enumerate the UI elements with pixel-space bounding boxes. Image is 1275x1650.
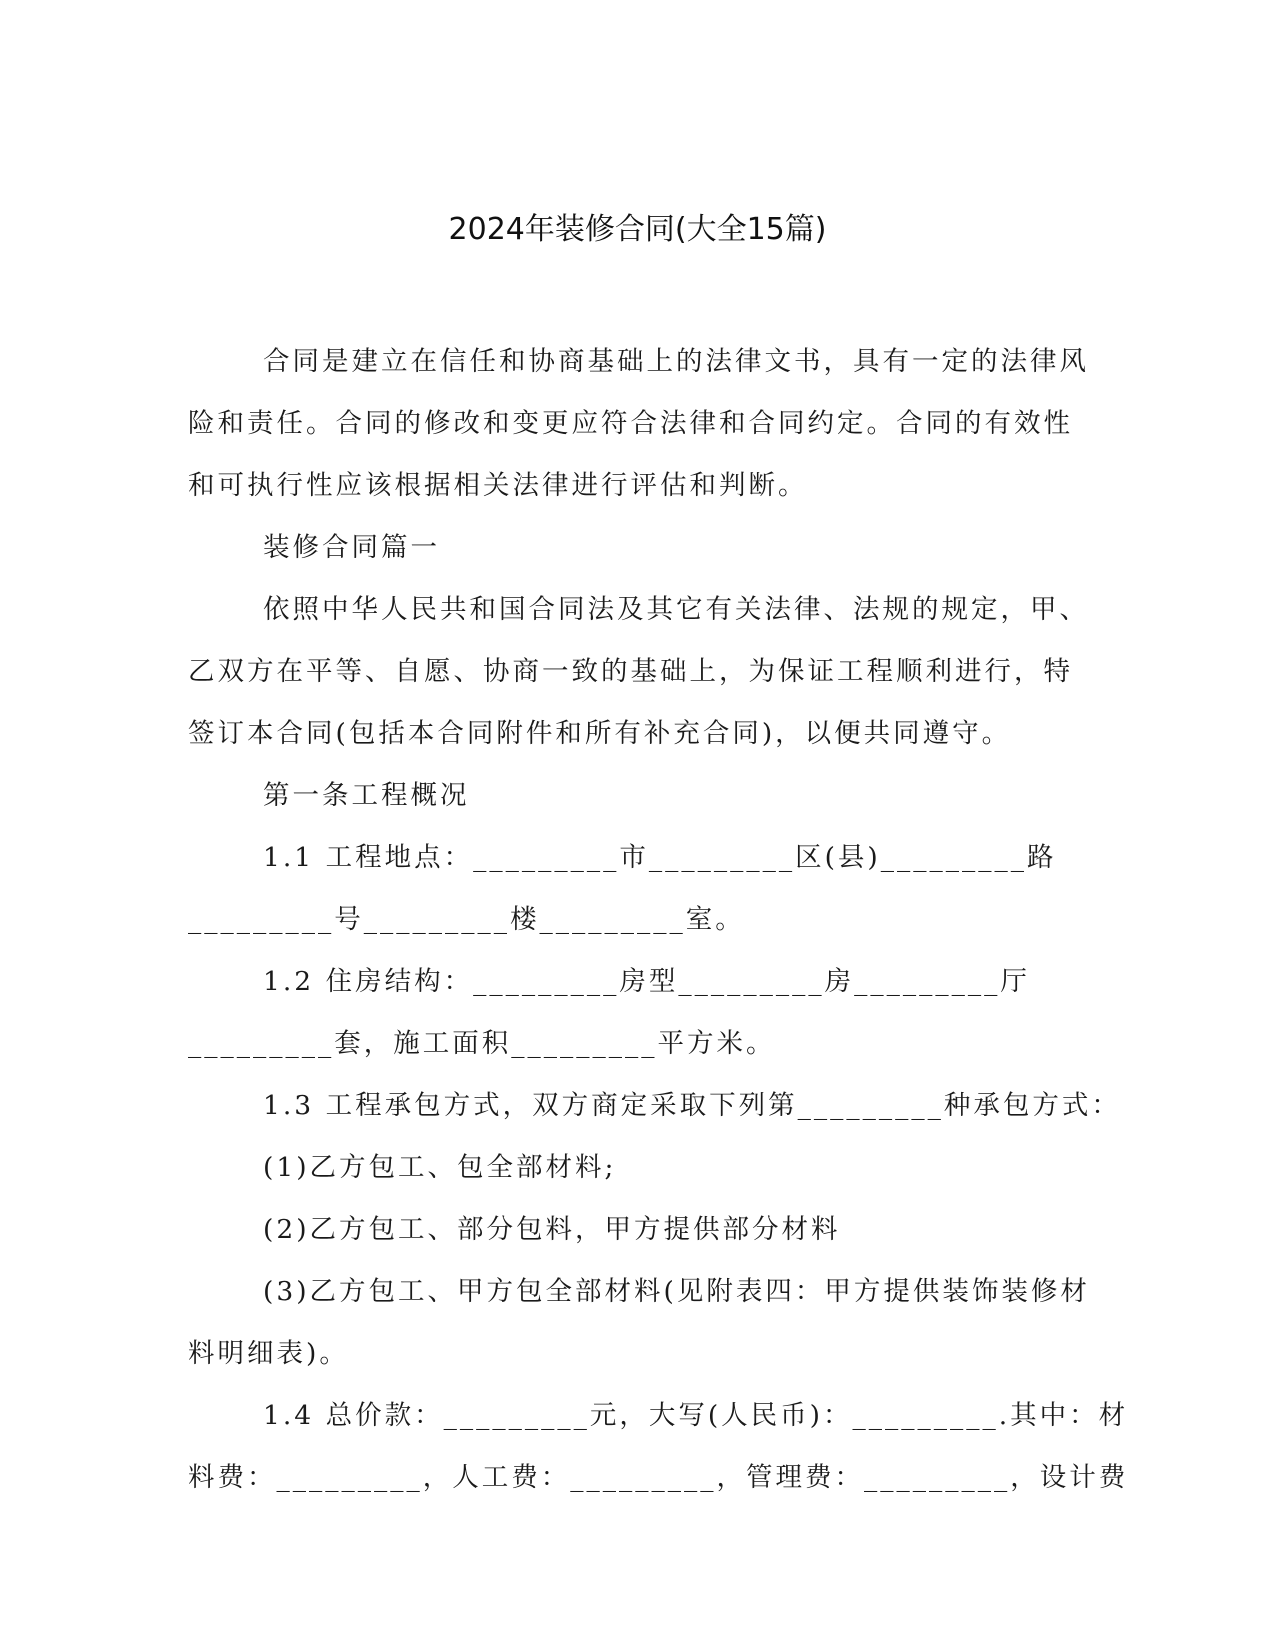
document-title: 2024年装修合同(大全15篇) xyxy=(448,212,827,247)
text-line: 料费：_________，人工费：_________，管理费：_________，设计费 xyxy=(188,1462,1129,1493)
text-line: 1.3 工程承包方式，双方商定采取下列第_________种承包方式： xyxy=(263,1090,1121,1121)
text-line: 1.4 总价款：_________元，大写(人民币)：_________.其中：材 xyxy=(263,1400,1129,1431)
text-line: 合同是建立在信任和协商基础上的法律文书，具有一定的法律风 xyxy=(263,346,1089,377)
text-line: 装修合同篇一 xyxy=(263,532,440,563)
text-line: 1.2 住房结构：_________房型_________房_________厅 xyxy=(263,966,1030,997)
text-line: (1)乙方包工、包全部材料; xyxy=(263,1152,617,1183)
clause-1-2 xyxy=(188,951,1088,1075)
option-3 xyxy=(188,1261,1088,1385)
text-line: 签订本合同(包括本合同附件和所有补充合同)，以便共同遵守。 xyxy=(188,718,1012,749)
text-line: 第一条工程概况 xyxy=(263,780,470,811)
text-line: 1.1 工程地点：_________市_________区(县)_________路 xyxy=(263,842,1057,873)
paragraph-intro xyxy=(188,331,1088,517)
text-line: _________号_________楼_________室。 xyxy=(188,904,745,935)
section-heading xyxy=(188,517,1088,579)
text-line: 险和责任。合同的修改和变更应符合法律和合同约定。合同的有效性 xyxy=(188,408,1073,439)
clause-1-4 xyxy=(188,1385,1129,1509)
clause-1-1 xyxy=(188,827,1088,951)
clause-1-3 xyxy=(188,1075,1121,1137)
text-line: _________套，施工面积_________平方米。 xyxy=(188,1028,776,1059)
text-line: 和可执行性应该根据相关法律进行评估和判断。 xyxy=(188,470,808,501)
article-heading xyxy=(188,765,1088,827)
option-1 xyxy=(188,1137,1088,1199)
document-body xyxy=(188,331,1129,1509)
option-2 xyxy=(188,1199,1088,1261)
text-line: 依照中华人民共和国合同法及其它有关法律、法规的规定，甲、 xyxy=(263,594,1089,625)
text-line: 乙双方在平等、自愿、协商一致的基础上，为保证工程顺利进行，特 xyxy=(188,656,1073,687)
paragraph-preamble xyxy=(188,579,1088,765)
text-line: (2)乙方包工、部分包料，甲方提供部分材料 xyxy=(263,1214,841,1245)
text-line: (3)乙方包工、甲方包全部材料(见附表四：甲方提供装饰装修材 xyxy=(263,1276,1090,1307)
text-line: 料明细表)。 xyxy=(188,1338,349,1369)
